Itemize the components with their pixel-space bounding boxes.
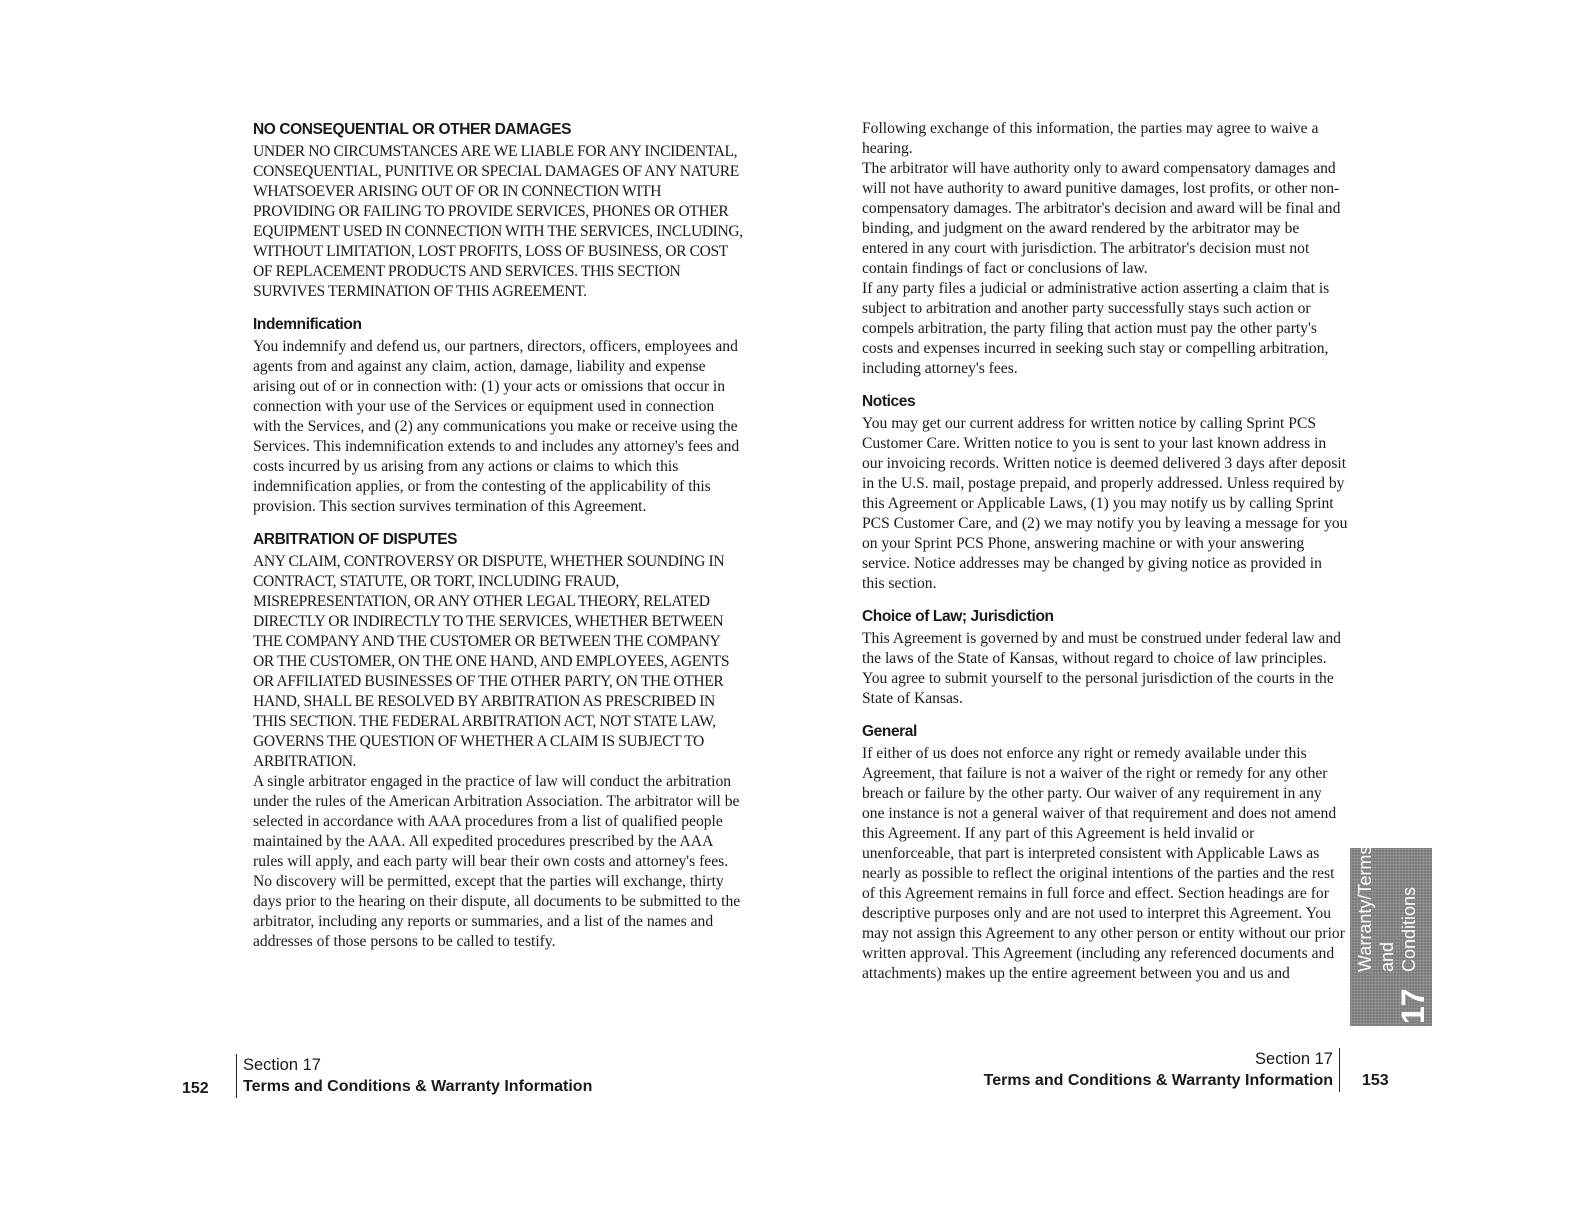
section-tab-label: Warranty/Terms and Conditions [1355,845,1419,972]
page-number-left: 152 [182,1080,209,1097]
paragraph-choice-of-law: This Agreement is governed by and must be construed under federal law and the laws of the State of Kansas, without regard to choice of law principles. You agree to submit yourself to the personal jurisdiction of the courts in the State of Kansas. [862,630,1341,707]
paragraph-waive-hearing: Following exchange of this information, the parties may agree to waive a hearing. [862,120,1319,157]
section-tab [1350,845,1432,1026]
heading-indemnification: Indemnification [253,316,362,333]
paragraph-notices: You may get our current address for written notice by calling Sprint PCS Customer Care. Written notice to you is sent to your last known address in our invoicing records. Written notice is deemed delivered 3 days after deposit in the U.S. mail, postage prepaid, and properly addressed. Unless required by this Agreement or Applicable Laws, (1) you may notify us by calling Sprint PCS Customer Care, and (2) we may notify you by leaving a message for you on your Sprint PCS Phone, answering machine or with your answering service. Notice addresses may be changed by giving notice as provided in this section. [862,415,1348,592]
right-page-column [862,119,1348,984]
footer-left-title: Terms and Conditions & Warranty Information [243,1078,593,1095]
left-page-column [253,119,743,952]
footer-right-section-label: Section 17 [1255,1050,1333,1068]
paragraph-general: If either of us does not enforce any right or remedy available under this Agreement, that failure is not a waiver of the right or remedy for any other breach or failure by the other party. Our waiver of any requirement in any one instance is not a general waiver of that requirement and does not amend this Agreement. If any part of this Agreement is held invalid or unenforceable, that part is interpreted consistent with Applicable Laws as nearly as possible to reflect the original intentions of the parties and the rest of this Agreement remains in full force and effect. Section headings are for descriptive purposes only and are not used to interpret this Agreement. You may not assign this Agreement to any other person or entity without our prior written approval. This Agreement (including any referenced documents and attachments) makes up the entire agreement between you and us and [862,745,1345,982]
footer-right [984,1048,1340,1092]
page-number-right: 153 [1362,1072,1389,1089]
footer-right-title: Terms and Conditions & Warranty Information [983,1072,1333,1089]
heading-notices: Notices [862,393,916,410]
heading-choice-of-law: Choice of Law; Jurisdiction [862,608,1054,625]
footer-left [236,1054,592,1098]
paragraph-arbitrator-authority: The arbitrator will have authority only to award compensatory damages and will not have authority to award punitive damages, lost profits, or other non-compensatory damages. The arbitrator's decision and award will be final and binding, and judgment on the award rendered by the arbitrator may be entered in any court with jurisdiction. The arbitrator's decision must not contain findings of fact or conclusions of law. [862,160,1341,277]
heading-general: General [862,723,917,740]
paragraph-arbitration-2: A single arbitrator engaged in the practice of law will conduct the arbitration under the rules of the American Arbitration Association. The arbitrator will be selected in accordance with AAA procedures from a list of qualified people maintained by the AAA. All expedited procedures prescribed by the AAA rules will apply, and each party will bear their own costs and attorney's fees. [253,773,740,870]
footer-left-section-label: Section 17 [243,1056,321,1074]
paragraph-no-consequential-damages: UNDER NO CIRCUMSTANCES ARE WE LIABLE FOR ANY INCIDENTAL, CONSEQUENTIAL, PUNITIVE OR SPECIAL DAMAGES OF ANY NATURE WHATSOEVER ARISING OUT OF OR IN CONNECTION WITH PROVIDING OR FAILING TO PROVIDE SERVICES, PHONES OR OTHER EQUIPMENT USED IN CONNECTION WITH THE SERVICES, INCLUDING, WITHOUT LIMITATION, LOST PROFITS, LOSS OF BUSINESS, OR COST OF REPLACEMENT PRODUCTS AND SERVICES. THIS SECTION SURVIVES TERMINATION OF THIS AGREEMENT. [253,143,743,300]
paragraph-judicial-action: If any party files a judicial or administrative action asserting a claim that is subject to arbitration and another party successfully stays such action or compels arbitration, the party filing that action must pay the other party's costs and expenses incurred in seeking such stay or compelling arbitration, including attorney's fees. [862,280,1330,377]
heading-arbitration: ARBITRATION OF DISPUTES [253,531,458,548]
section-tab-number: 17 [1395,988,1431,1024]
paragraph-arbitration-3: No discovery will be permitted, except that the parties will exchange, thirty days prior to the hearing on their dispute, all documents to be submitted to the arbitrator, including any reports or summaries, and a list of the names and addresses of those persons to be called to testify. [253,873,741,950]
paragraph-arbitration-1: ANY CLAIM, CONTROVERSY OR DISPUTE, WHETHER SOUNDING IN CONTRACT, STATUTE, OR TORT, INCLUDING FRAUD, MISREPRESENTATION, OR ANY OTHER LEGAL THEORY, RELATED DIRECTLY OR INDIRECTLY TO THE SERVICES, WHETHER BETWEEN THE COMPANY AND THE CUSTOMER OR BETWEEN THE COMPANY OR THE CUSTOMER, ON THE ONE HAND, AND EMPLOYEES, AGENTS OR AFFILIATED BUSINESSES OF THE OTHER PARTY, ON THE OTHER HAND, SHALL BE RESOLVED BY ARBITRATION AS PRESCRIBED IN THIS SECTION. THE FEDERAL ARBITRATION ACT, NOT STATE LAW, GOVERNS THE QUESTION OF WHETHER A CLAIM IS SUBJECT TO ARBITRATION. [253,553,730,770]
paragraph-indemnification: You indemnify and defend us, our partners, directors, officers, employees and agents from and against any claim, action, damage, liability and expense arising out of or in connection with: (1) your acts or omissions that occur in connection with your use of the Services or equipment used in connection with the Services, and (2) any communications you make or receive using the Services. This indemnification extends to and includes any attorney's fees and costs incurred by us arising from any actions or claims to which this indemnification applies, or from the contesting of the applicability of this provision. This section survives termination of this Agreement. [253,338,740,515]
heading-no-consequential-damages: NO CONSEQUENTIAL OR OTHER DAMAGES [253,121,572,138]
